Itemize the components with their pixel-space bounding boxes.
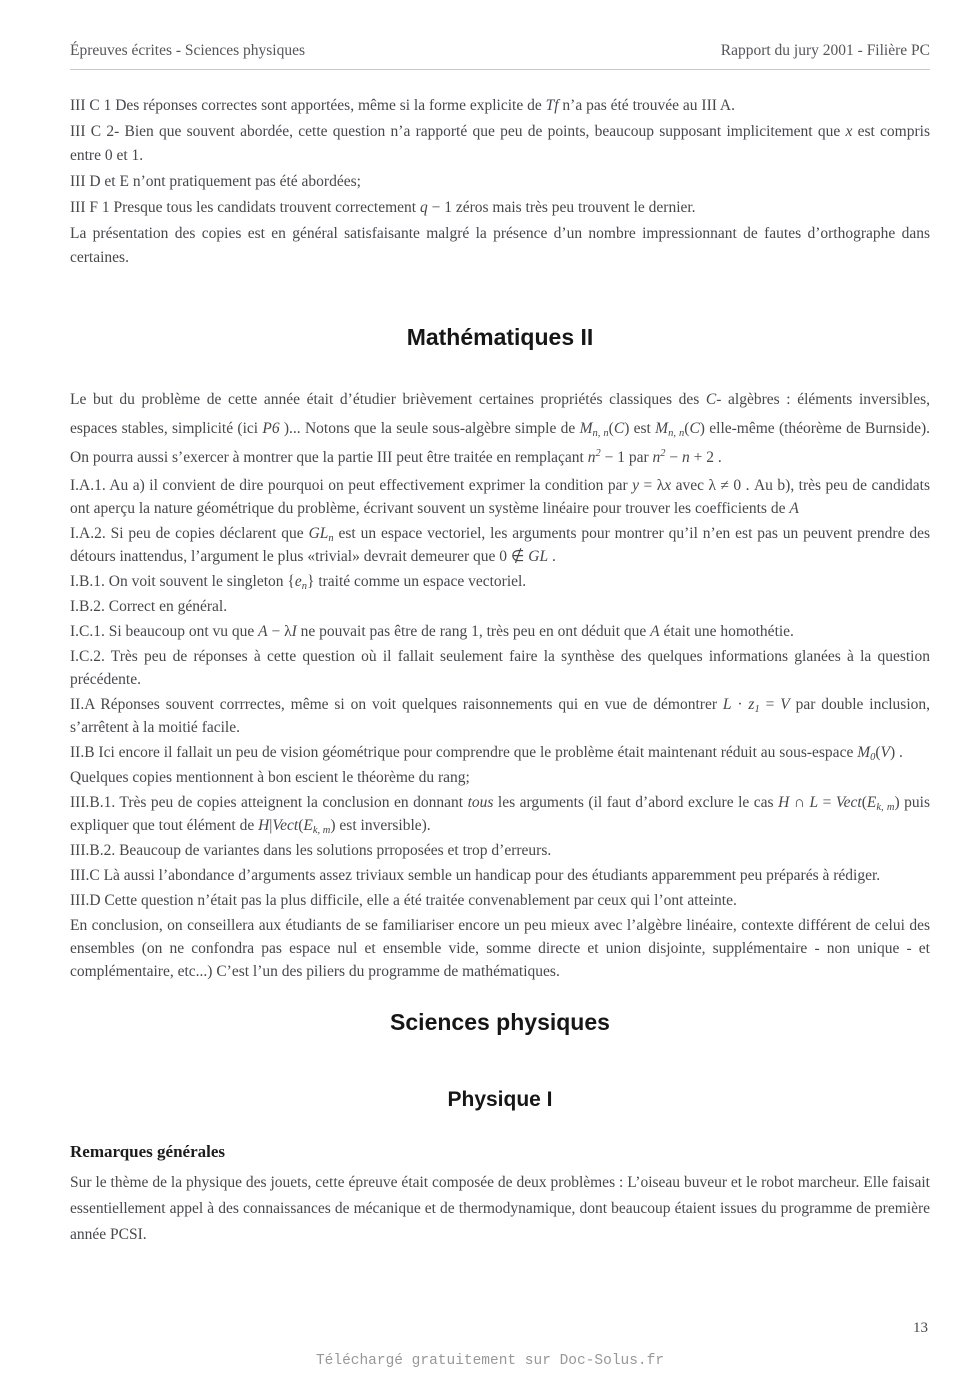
paragraph: La présentation des copies est en général satisfaisante malgré la présence d’un nombre impressionnant de fautes d’orthographe dans certaines.	[70, 225, 930, 266]
paragraph: III F 1 Presque tous les candidats trouvent correctement q − 1 zéros mais très peu trouvent le dernier.	[70, 199, 696, 216]
paragraph: I.A.1. Au a) il convient de dire pourquoi on peut effectivement exprimer la condition par y = λx avec λ ≠ 0 . Au b), très peu de candidats ont aperçu la nature géométrique du problème, écrivant souvent un système linéaire pour trouver les coefficients de A	[70, 477, 930, 517]
header-left-text: Épreuves écrites - Sciences physiques	[70, 42, 306, 59]
paragraph: III.B.2. Beaucoup de variantes dans les solutions prroposées et trop d’erreurs.	[70, 842, 552, 859]
page-number: 13	[913, 1320, 928, 1336]
paragraph: III D et E n’ont pratiquement pas été abordées;	[70, 173, 361, 190]
paragraph: I.B.2. Correct en général.	[70, 598, 228, 615]
section-intro	[70, 94, 930, 270]
paragraph: Sur le thème de la physique des jouets, cette épreuve était composée de deux problèmes : L’oiseau buveur et le robot marcheur. Elle faisait essentiellement appel à des connaissances de mécanique et de thermodynamique, dont beaucoup étaient issues du programme de première année PCSI.	[70, 1174, 930, 1243]
paragraph: En conclusion, on conseillera aux étudiants de se familiariser encore un peu mieux avec l’algèbre linéaire, contexte différent de celui des ensembles (on ne confondra pas espace nul et ensemble vide, somme directe et union disjointe, supplémentaire - non unique - et complémentaire, etc...) C’est l’un des piliers du programme de mathématiques.	[70, 917, 930, 980]
paragraph: Quelques copies mentionnent à bon escient le théorème du rang;	[70, 769, 470, 786]
paragraph: I.A.2. Si peu de copies déclarent que $GL_n$ est un espace vectoriel, les arguments pour montrer qu’il n’en est pas un peuvent prendre des détours inattendus, l’argument le plus «trivial» devrait demeurer que 0 ∉ GL .	[70, 525, 930, 565]
section-title-sciences-physiques: Sciences physiques	[390, 1009, 610, 1035]
subsection-title-physique-i: Physique I	[447, 1088, 553, 1111]
section-remarques-generales	[70, 1142, 930, 1248]
document-body	[70, 70, 930, 1248]
paragraph: III C 2- Bien que souvent abordée, cette question n’a rapporté que peu de points, beaucoup supposant implicitement que x est compris entre 0 et 1.	[70, 123, 930, 164]
section-title-mathematiques-ii: Mathématiques II	[406, 324, 594, 350]
paragraph: III.B.1. Très peu de copies atteignent la conclusion en donnant tous les arguments (il faut d’abord exclure le cas H ∩ $L = Vect(E_{k, m})$ puis expliquer que tout élément de $H|Vect(E_{k, m})$ est inversible).	[70, 794, 930, 836]
paragraph: III.D Cette question n’était pas la plus difficile, elle a été traitée convenablement par ceux qui l’ont atteinte.	[70, 892, 737, 909]
page-header	[70, 42, 930, 70]
paragraph: I.C.1. Si beaucoup ont vu que A − λI ne pouvait pas être de rang 1, très peu en ont déduit que A était une homothétie.	[70, 623, 794, 640]
remarks-heading: Remarques générales	[70, 1142, 226, 1161]
header-right-text: Rapport du jury 2001 - Filière PC	[720, 42, 930, 59]
paragraph: III C 1 Des réponses correctes sont apportées, même si la forme explicite de Tf n’a pas été trouvée au III A.	[70, 97, 735, 114]
paragraph: I.B.1. On voit souvent le singleton $\{e_n\}$ traité comme un espace vectoriel.	[70, 573, 527, 592]
paragraph: III.C Là aussi l’abondance d’arguments assez triviaux semble un handicap pour des étudiants apparemment peu préparés à rédiger.	[70, 867, 881, 884]
download-notice: Téléchargé gratuitement sur Doc-Solus.fr	[315, 1353, 665, 1369]
paragraph: II.B Ici encore il fallait un peu de vision géométrique pour comprendre que le problème était maintenant réduit au sous-espace $M_0(V)$ .	[70, 744, 903, 763]
paragraph: II.A Réponses souvent corrrectes, même si on voit quelques raisonnements qui en vue de démontrer $L \cdot z_1 = V$ par double inclusion, s’arrêtent à la moitié facile.	[70, 696, 930, 736]
paragraph: Le but du problème de cette année était d’étudier brièvement certaines propriétés classiques des C- algèbres : éléments inversibles, espaces stables, simplicité (ici P6 )... Notons que la seule sous-algèbre simple de $M_{n, n}(C)$ est $M_{n, n}(C)$ elle-même (théorème de Burnside). On pourra aussi s’exercer à montrer que la partie III peut être traitée en remplaçant $n^2 - 1$ par $n^2 - n + 2$ .	[70, 391, 931, 466]
section-mathematiques-ii	[70, 385, 930, 983]
paragraph: I.C.2. Très peu de réponses à cette question où il fallait seulement faire la synthèse des quelques informations glanées à la question précédente.	[70, 648, 930, 688]
